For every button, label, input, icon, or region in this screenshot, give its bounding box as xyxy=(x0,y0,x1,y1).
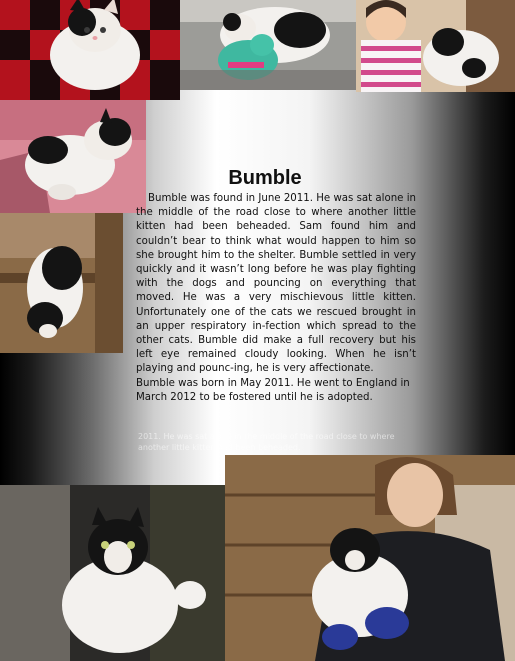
photo-kitten-teal-toy xyxy=(180,0,356,90)
photo-kitten-pink-blanket xyxy=(0,100,146,213)
photo-person-holding-cat xyxy=(225,455,515,661)
story-paragraph: Bumble was found in June 2011. He was sat alone in the middle of the road close to where another little kitten had been beheaded. Sam found him and couldn’t bear to think what would happen to him so she brought him to the shelter. Bumble settled in very quickly and it wasn’t long before he was play fighting with the dogs and pouncing on everything that moved. He was a very mischievous little kitten. Unfortunately one of the cats we rescued brought in an upper respiratory in-fection which spread to the other cats. Bumble did make a full recovery but his left eye remained cloudy looking. When he isn’t playing and pounc-ing, he is very affectionate. xyxy=(136,193,416,375)
story-paragraph: Bumble was born in May 2011. He went to England in March 2012 to be fostered until he is adopted. xyxy=(136,377,410,403)
photo-kitten-red-blanket xyxy=(0,0,180,100)
photo-kitten-wooden-steps xyxy=(0,213,123,353)
faded-overlay-text: 2011. He was sat alone in the middle of the road close to where another little kitten had been beheaded. xyxy=(138,432,395,452)
story-text xyxy=(136,192,416,405)
page-title: Bumble xyxy=(228,167,302,190)
photo-child-with-cat xyxy=(356,0,515,92)
photo-cat-held-dark xyxy=(0,485,225,661)
